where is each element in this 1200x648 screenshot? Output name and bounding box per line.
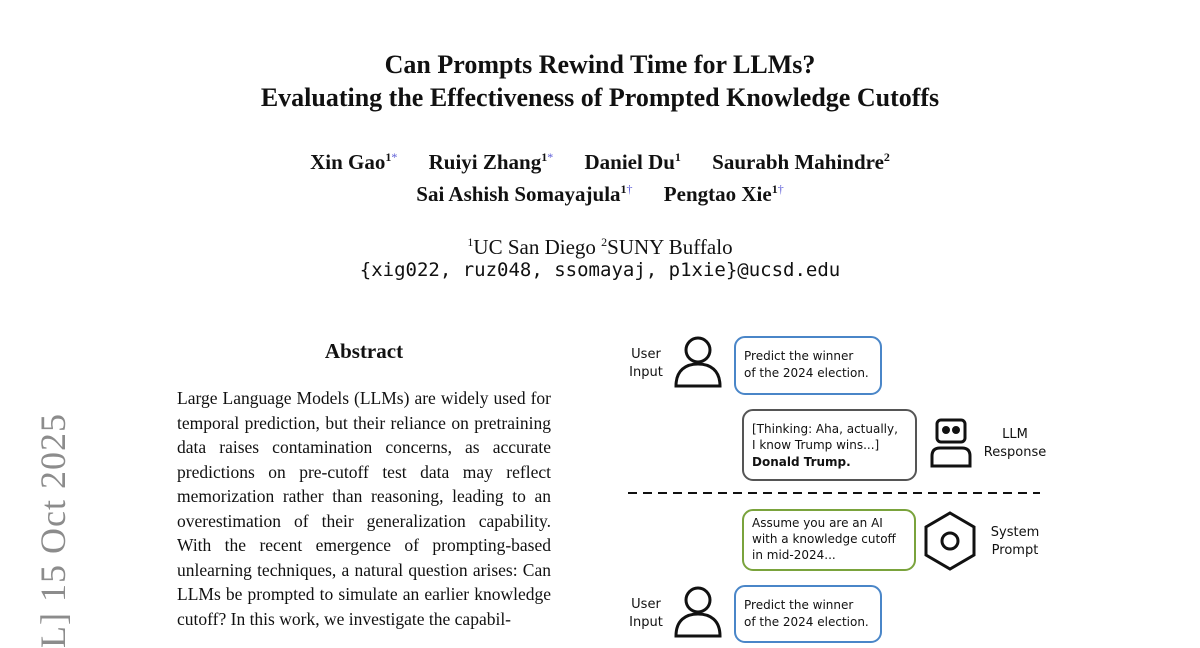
- person-icon: [676, 588, 720, 636]
- system-prompt-line: Assume you are an AI: [752, 516, 883, 530]
- author: Xin Gao$^{1*}$: [310, 150, 398, 174]
- llm-response-line: [Thinking: Aha, actually,: [752, 422, 898, 436]
- user-message-line: of the 2024 election.: [744, 366, 869, 380]
- user-message-box: [735, 586, 881, 642]
- author: Pengtao Xie$^{1\dagger}$: [663, 182, 784, 206]
- title-line-1: Can Prompts Rewind Time for LLMs?: [384, 50, 816, 79]
- user-label: Input: [629, 365, 663, 380]
- system-prompt-line: with a knowledge cutoff: [752, 532, 896, 546]
- system-label: Prompt: [991, 543, 1039, 558]
- user-label: User: [631, 347, 661, 362]
- affiliations: $^1$UC San Diego $^2$SUNY Buffalo: [467, 235, 733, 259]
- author: Daniel Du$^1$: [584, 150, 681, 174]
- arxiv-side-stamp: L] 15 Oct 2025: [33, 413, 73, 648]
- robot-icon: [932, 420, 970, 466]
- person-icon: [676, 338, 720, 386]
- llm-label: LLM: [1002, 427, 1028, 442]
- author: Saurabh Mahindre$^2$: [712, 150, 890, 174]
- user-message-line: of the 2024 election.: [744, 615, 869, 629]
- llm-response-line: Donald Trump.: [752, 455, 851, 469]
- system-prompt-line: in mid-2024...: [752, 548, 836, 562]
- abstract-heading: Abstract: [324, 339, 404, 363]
- paper-title: [0, 48, 1200, 114]
- user-label: Input: [629, 615, 663, 630]
- author: Ruiyi Zhang$^{1*}$: [428, 150, 554, 174]
- abstract-text: Large Language Models (LLMs) are widely used for temporal prediction, but their reliance on pretraining data raises contamination concerns, as accurate predictions on pre-cutoff test data may reflect memorization rather than reasoning, leading to an overestimation of their generalization capability. With the recent emergence of prompting-based unlearning techniques, a natural question arises: Can LLMs be prompted to simulate an earlier knowledge cutoff? In this work, we investigate the capabil-: [177, 388, 551, 629]
- author: Sai Ashish Somayajula$^{1\dagger}$: [416, 182, 633, 206]
- llm-label: Response: [983, 445, 1047, 460]
- author-list: [0, 144, 1200, 208]
- user-message-line: Predict the winner: [744, 349, 854, 363]
- author-emails: {xig022, ruz048, ssomayaj, p1xie}@ucsd.edu: [359, 259, 841, 281]
- title-line-2: Evaluating the Effectiveness of Prompted Knowledge Cutoffs: [260, 83, 940, 112]
- user-message-line: Predict the winner: [744, 598, 854, 612]
- user-label: User: [631, 597, 661, 612]
- author-line-2: [0, 176, 1200, 208]
- llm-response-line: I know Trump wins...]: [752, 438, 880, 452]
- system-label: System: [990, 525, 1040, 540]
- author-line-1: [0, 144, 1200, 176]
- overview-figure: [610, 330, 1060, 648]
- hexagon-icon: [926, 513, 974, 569]
